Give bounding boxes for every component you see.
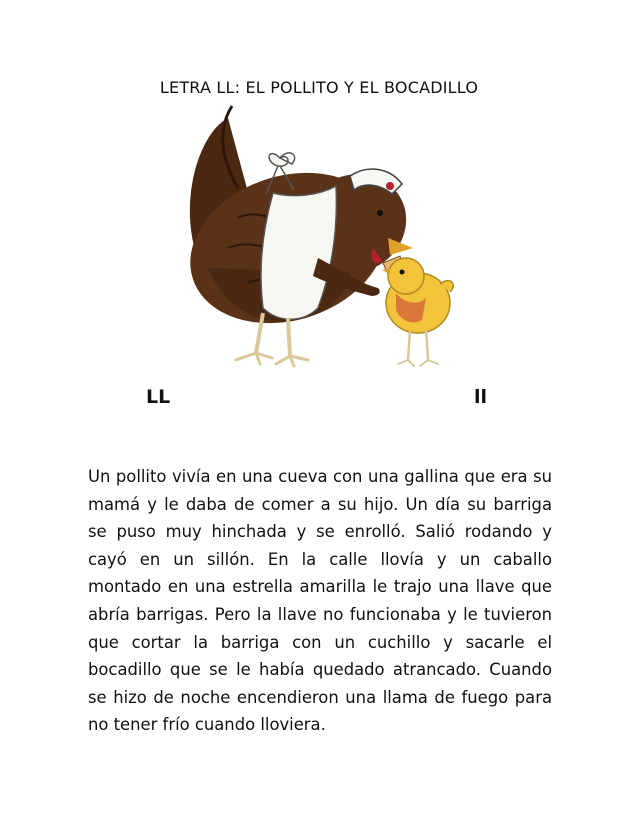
uppercase-letter: LL — [146, 386, 171, 408]
story-paragraph: Un pollito vivía en una cueva con una gallina que era su mamá y le daba de comer a su hijo. Un día su barriga se puso muy hinchada y se enrolló. Salió rodando y cayó en un sillón. En la calle llovía y un caballo montado en una estrella amarilla le trajo una llave que abría barrigas. Pero la llave no funcionaba y le tuvieron que cortar la barriga con un cuchillo y sacarle el bocadillo que se le había quedado atrancado. Cuando se hizo de noche encendieron una llama de fuego para no tener frío cuando lloviera. — [88, 467, 552, 735]
hen-feeding-chick-icon — [168, 98, 468, 378]
lowercase-letter: ll — [474, 386, 488, 408]
page-title: LETRA LL: EL POLLITO Y EL BOCADILLO — [159, 78, 479, 97]
